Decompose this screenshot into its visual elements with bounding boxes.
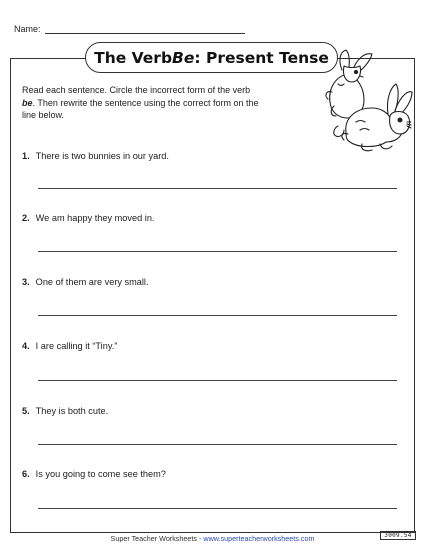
answer-line-1[interactable] — [38, 188, 397, 189]
question-number: 1. — [22, 151, 30, 161]
question-5 — [22, 406, 108, 416]
footer-url-link[interactable]: www.superteacherworksheets.com — [203, 534, 315, 543]
question-4 — [22, 341, 117, 351]
question-number: 3. — [22, 277, 30, 287]
question-text: There is two bunnies in our yard. — [35, 151, 169, 161]
question-3 — [22, 277, 149, 287]
instructions-part1: Read each sentence. Circle the incorrect form of the verb — [22, 85, 251, 95]
question-number: 5. — [22, 406, 30, 416]
question-text: I are calling it “Tiny.” — [35, 341, 118, 351]
question-6 — [22, 469, 166, 479]
bunnies-illustration — [318, 44, 418, 159]
question-text: Is you going to come see them? — [35, 469, 166, 479]
question-text: We am happy they moved in. — [35, 213, 155, 223]
answer-line-4[interactable] — [38, 380, 397, 381]
title-suffix: : Present Tense — [194, 48, 329, 67]
worksheet-title — [85, 42, 338, 73]
back-bunny-icon — [326, 50, 372, 118]
worksheet-code: 3009.54 — [380, 531, 416, 540]
title-prefix: The Verb — [94, 48, 173, 67]
instructions-part2: . Then rewrite the sentence using the correct form on the line below. — [22, 97, 259, 120]
question-2 — [22, 213, 155, 223]
question-1 — [22, 151, 169, 161]
answer-line-2[interactable] — [38, 251, 397, 252]
question-number: 2. — [22, 213, 30, 223]
question-text: One of them are very small. — [35, 277, 149, 287]
footer-brand: Super Teacher Worksheets — [110, 534, 197, 543]
question-number: 6. — [22, 469, 30, 479]
answer-line-6[interactable] — [38, 508, 397, 509]
question-text: They is both cute. — [35, 406, 109, 416]
name-label: Name: — [14, 24, 41, 34]
answer-line-5[interactable] — [38, 444, 397, 445]
name-field[interactable] — [45, 25, 245, 34]
instructions — [22, 84, 262, 122]
footer — [0, 534, 425, 543]
answer-line-3[interactable] — [38, 315, 397, 316]
name-row — [14, 24, 245, 34]
instructions-emphasis: be — [22, 97, 33, 108]
footer-separator: - — [196, 534, 204, 543]
question-number: 4. — [22, 341, 30, 351]
title-emphasis: Be — [172, 48, 195, 67]
